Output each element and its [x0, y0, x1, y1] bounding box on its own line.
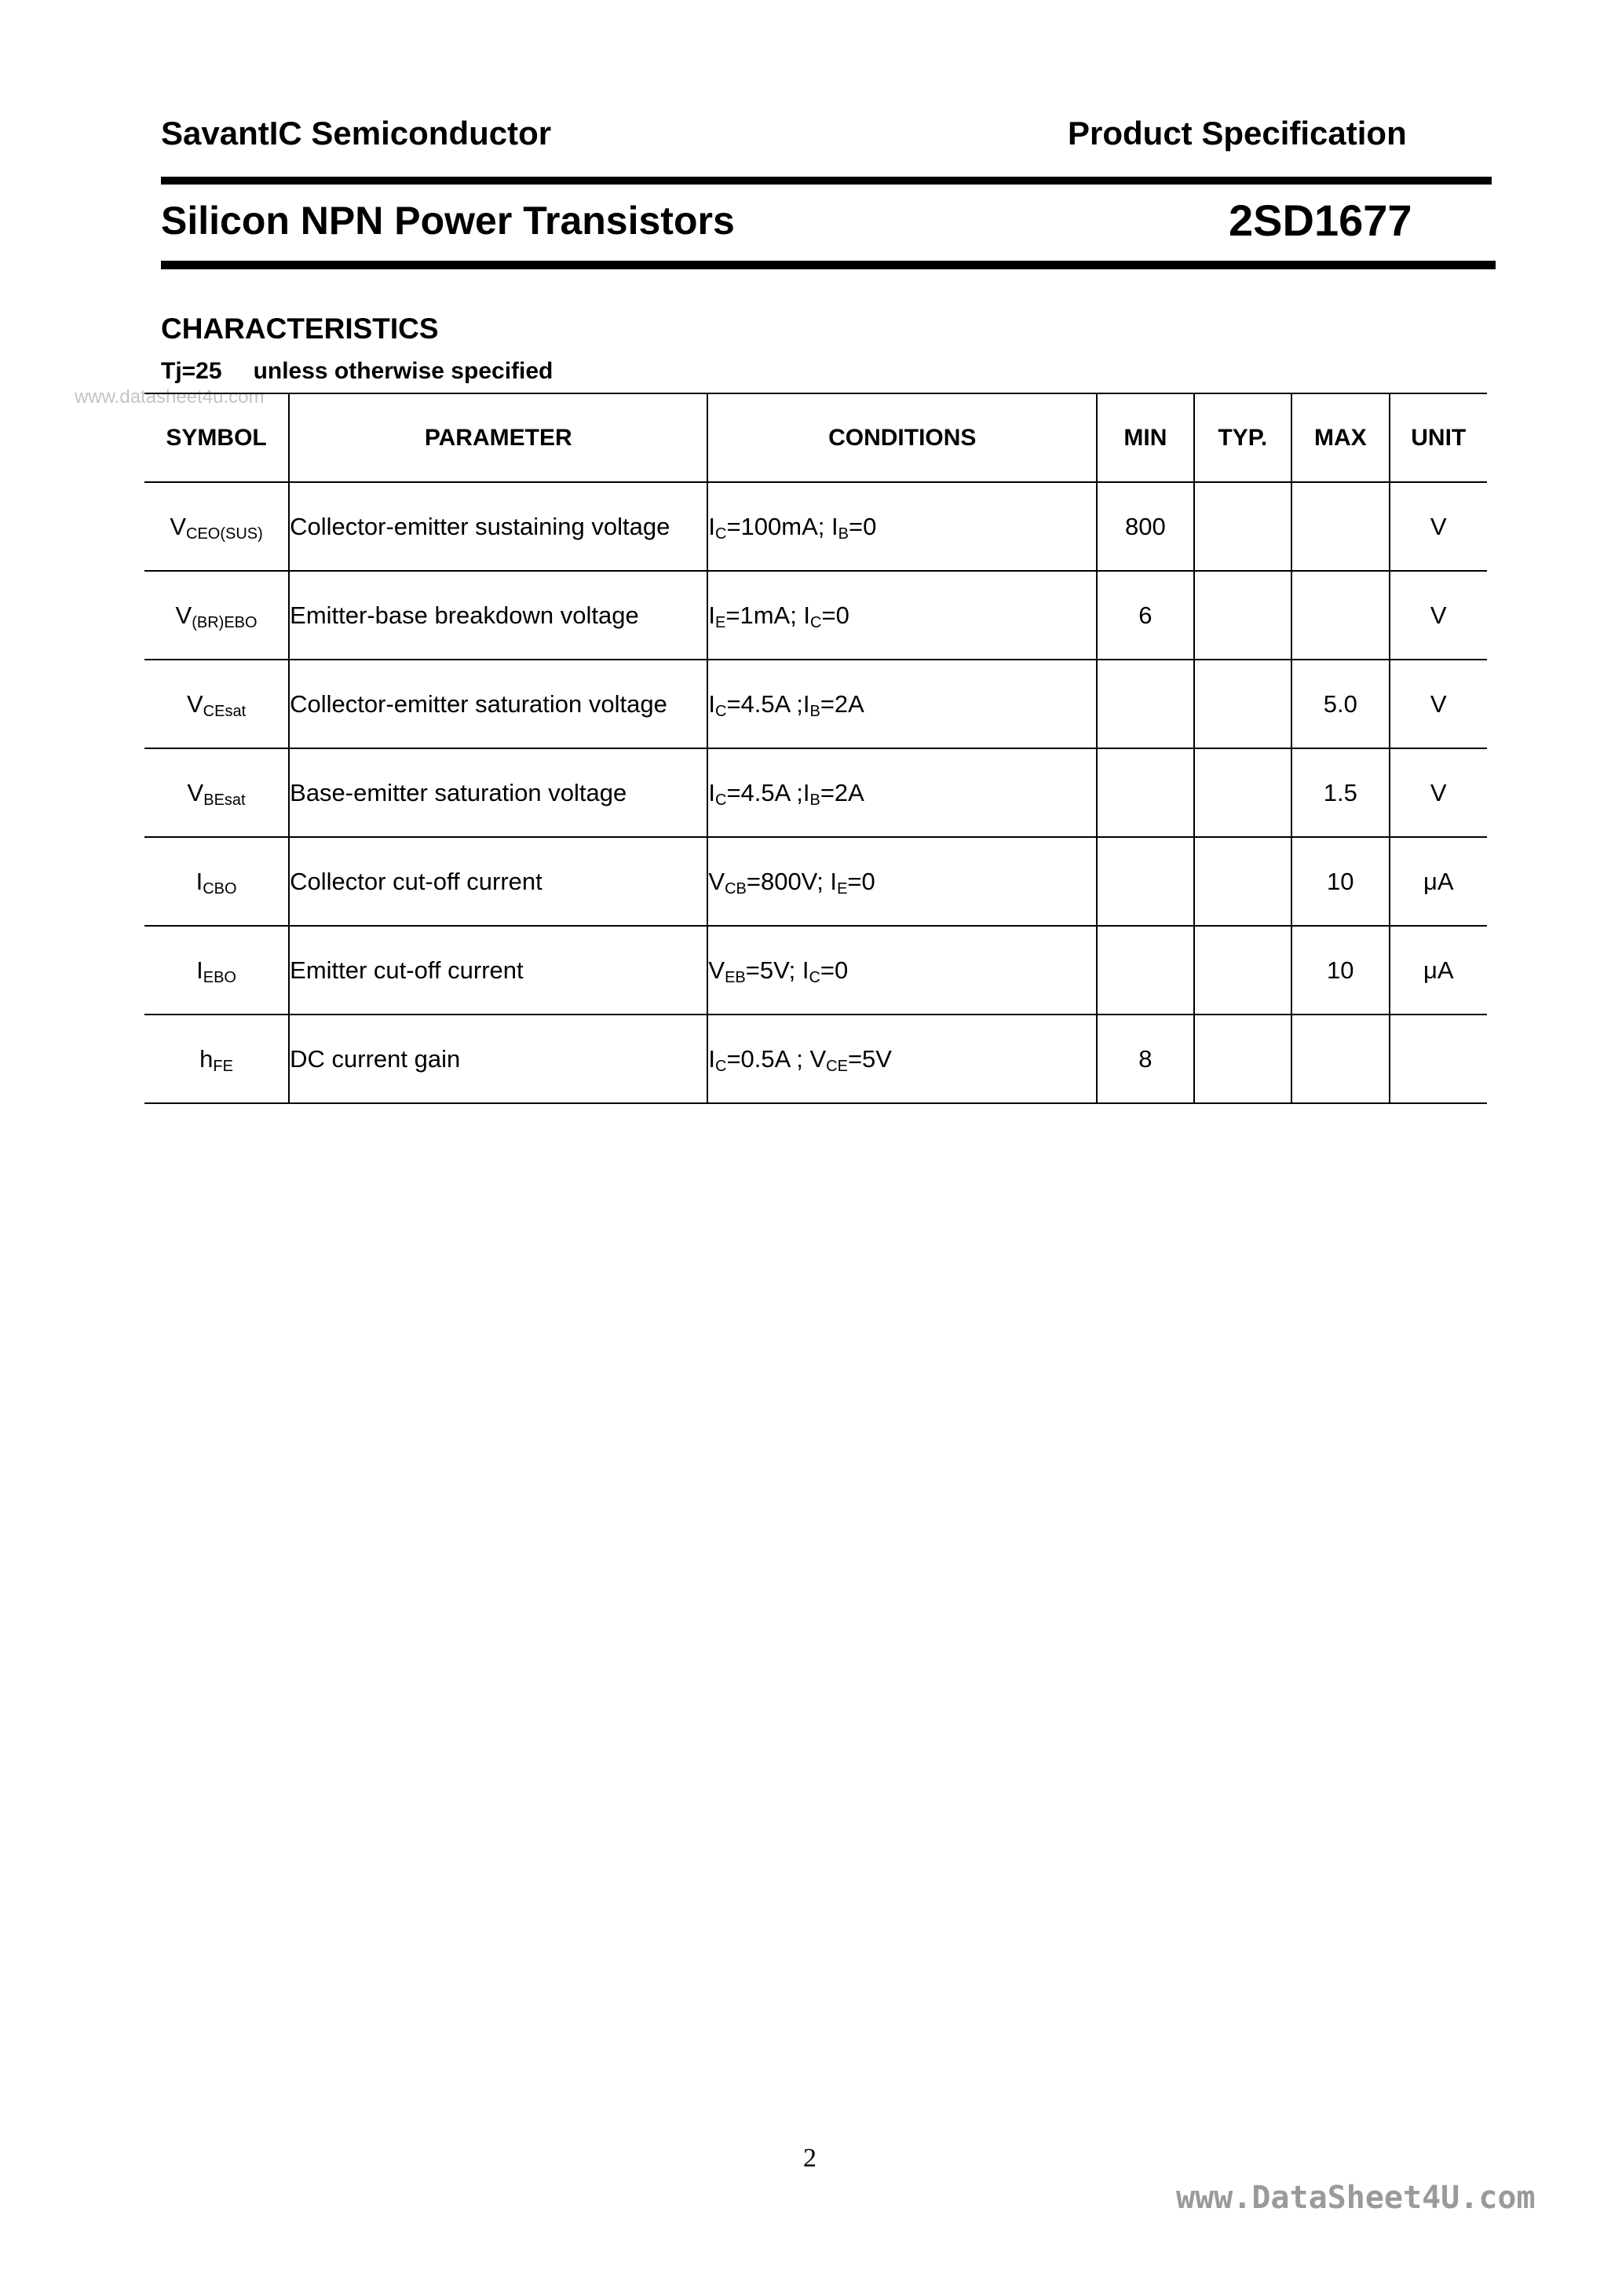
- unit-cell: V: [1390, 748, 1487, 837]
- max-cell: [1291, 571, 1389, 660]
- table-row: [144, 837, 1487, 926]
- col-header-conditions: CONDITIONS: [707, 393, 1097, 482]
- max-cell: 10: [1291, 926, 1389, 1015]
- watermark-bottom: www.DataSheet4U.com: [1176, 2180, 1536, 2216]
- test-condition-note: [161, 358, 553, 385]
- symbol-cell: $I_{CBO}$: [195, 867, 237, 898]
- parameter-cell: Base-emitter saturation voltage: [289, 748, 707, 837]
- max-cell: 10: [1291, 837, 1389, 926]
- condition-text: unless otherwise specified: [253, 358, 553, 384]
- unit-cell: V: [1390, 571, 1487, 660]
- min-cell: 6: [1097, 571, 1193, 660]
- characteristics-table: [144, 393, 1487, 1104]
- min-cell: [1097, 837, 1193, 926]
- parameter-cell: DC current gain: [289, 1015, 707, 1103]
- conditions-cell: $I_C=4.5A$ $;I_B=2A$: [707, 660, 1097, 748]
- table-row: [144, 571, 1487, 660]
- conditions-cell: $V_{EB}=5V$; $I_C=0$: [707, 926, 1097, 1015]
- max-cell: 5.0: [1291, 660, 1389, 748]
- parameter-cell: Emitter cut-off current: [289, 926, 707, 1015]
- typ-cell: [1194, 748, 1291, 837]
- table-row: [144, 1015, 1487, 1103]
- unit-cell: μA: [1390, 837, 1487, 926]
- typ-cell: [1194, 571, 1291, 660]
- conditions-cell: $I_C=100mA$; $I_B=0$: [707, 482, 1097, 571]
- parameter-cell: Emitter-base breakdown voltage: [289, 571, 707, 660]
- col-header-unit: UNIT: [1390, 393, 1487, 482]
- min-cell: [1097, 748, 1193, 837]
- page-number: 2: [803, 2144, 816, 2173]
- table-row: [144, 926, 1487, 1015]
- symbol-cell: $I_{EBO}$: [196, 956, 236, 986]
- parameter-cell: Collector-emitter sustaining voltage: [289, 482, 707, 571]
- typ-cell: [1194, 1015, 1291, 1103]
- col-header-symbol: SYMBOL: [166, 424, 267, 451]
- conditions-cell: $I_C=4.5A$ $;I_B=2A$: [707, 748, 1097, 837]
- document-type: Product Specification: [1068, 115, 1407, 152]
- max-cell: [1291, 482, 1389, 571]
- min-cell: 8: [1097, 1015, 1193, 1103]
- symbol-cell: $V_{CEsat}$: [186, 689, 247, 720]
- junction-temperature: Tj=25: [161, 358, 222, 384]
- conditions-cell: $V_{CB}=800V$; $I_E=0$: [707, 837, 1097, 926]
- table-row: [144, 482, 1487, 571]
- symbol-cell: $V_{(BR)EBO}$: [175, 601, 258, 631]
- max-cell: [1291, 1015, 1389, 1103]
- typ-cell: [1194, 660, 1291, 748]
- unit-cell: [1390, 1015, 1487, 1103]
- product-title: Silicon NPN Power Transistors: [161, 199, 735, 243]
- section-title: CHARACTERISTICS: [161, 313, 439, 345]
- col-header-parameter: PARAMETER: [289, 393, 707, 482]
- col-header-min: MIN: [1097, 393, 1193, 482]
- table-header-row: [144, 393, 1487, 482]
- company-name: SavantIC Semiconductor: [161, 115, 552, 152]
- symbol-cell: $V_{BEsat}$: [187, 778, 246, 809]
- symbol-cell: $V_{CEO(SUS)}$: [170, 512, 263, 543]
- parameter-cell: Collector cut-off current: [289, 837, 707, 926]
- unit-cell: V: [1390, 482, 1487, 571]
- col-header-typ: TYP.: [1194, 393, 1291, 482]
- header-rule-bottom: [161, 261, 1496, 269]
- table-row: [144, 748, 1487, 837]
- conditions-cell: $I_E=1mA$; $I_C=0$: [707, 571, 1097, 660]
- parameter-cell: Collector-emitter saturation voltage: [289, 660, 707, 748]
- table-row: [144, 660, 1487, 748]
- min-cell: 800: [1097, 482, 1193, 571]
- typ-cell: [1194, 482, 1291, 571]
- col-header-max: MAX: [1291, 393, 1389, 482]
- conditions-cell: $I_C=0.5A$ ; $V_{CE}=5V$: [707, 1015, 1097, 1103]
- typ-cell: [1194, 926, 1291, 1015]
- min-cell: [1097, 926, 1193, 1015]
- unit-cell: V: [1390, 660, 1487, 748]
- min-cell: [1097, 660, 1193, 748]
- watermark-top: www.datasheet4u.com: [75, 386, 265, 408]
- header-rule-top: [161, 177, 1492, 185]
- symbol-cell: $h_{FE}$: [199, 1044, 233, 1075]
- typ-cell: [1194, 837, 1291, 926]
- max-cell: 1.5: [1291, 748, 1389, 837]
- part-number: 2SD1677: [1229, 196, 1412, 245]
- unit-cell: μA: [1390, 926, 1487, 1015]
